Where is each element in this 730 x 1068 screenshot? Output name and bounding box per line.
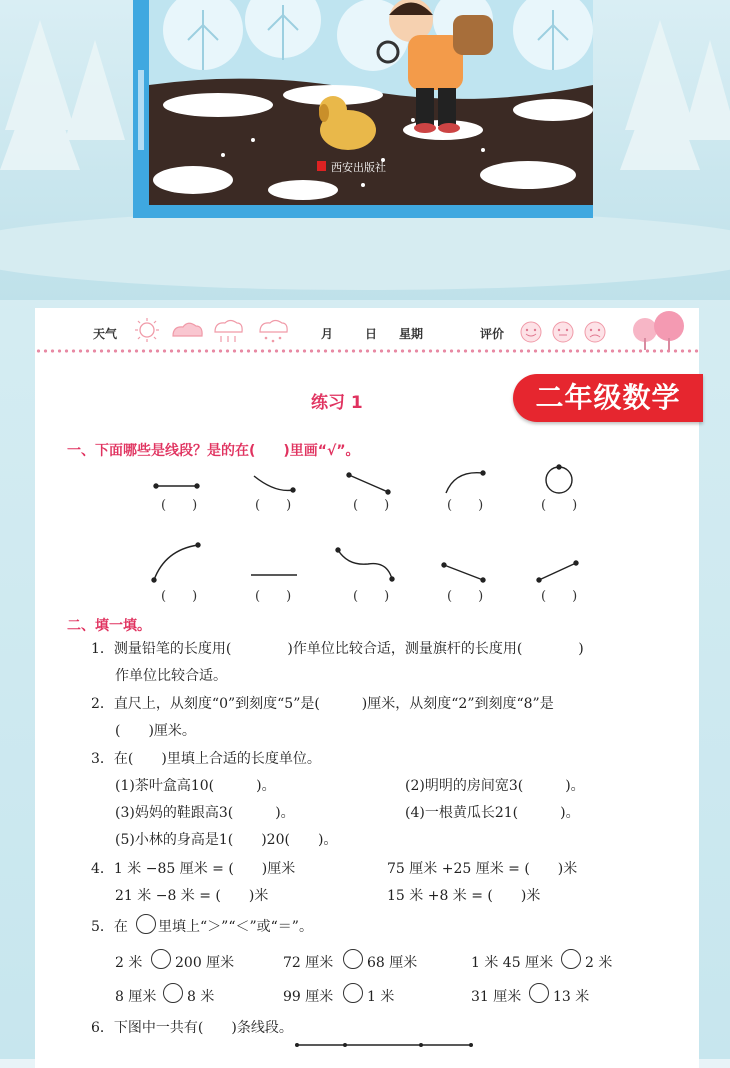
compare-2-circle[interactable] bbox=[343, 949, 363, 969]
compare-2-left: 72 厘米 bbox=[283, 955, 334, 971]
compare-3-circle[interactable] bbox=[561, 949, 581, 969]
figure-1a bbox=[154, 484, 199, 488]
compare-4-right: 8 米 bbox=[187, 989, 215, 1005]
compare-4-circle[interactable] bbox=[163, 983, 183, 1003]
q4-item-3: 21 米 −8 米 = ( )米 bbox=[115, 888, 269, 904]
q6-segment-figure bbox=[35, 1040, 699, 1052]
figure-2d bbox=[442, 563, 485, 582]
rating-faces bbox=[519, 320, 619, 344]
figure-2e bbox=[537, 561, 578, 582]
publisher-name: 西安出版社 bbox=[331, 161, 386, 174]
q3-item-5: (5)小林的身高是1( )20( )。 bbox=[115, 832, 338, 848]
weather-label: 天气 bbox=[93, 327, 118, 341]
compare-1-right: 200 厘米 bbox=[175, 955, 235, 971]
header-divider bbox=[35, 348, 699, 354]
month-label: 月 bbox=[321, 327, 334, 341]
compare-2-right: 68 厘米 bbox=[367, 955, 418, 971]
compare-5-right: 1 米 bbox=[367, 989, 395, 1005]
q6-text: 6．下图中一共有( )条线段。 bbox=[91, 1020, 293, 1036]
answer-blank-2c[interactable]: ( ) bbox=[353, 589, 390, 604]
compare-6-circle[interactable] bbox=[529, 983, 549, 1003]
q5-prefix: 5．在 bbox=[91, 919, 128, 935]
q4-item-2: 75 厘米 +25 厘米 = ( )米 bbox=[387, 861, 578, 877]
answer-blank-2b[interactable]: ( ) bbox=[255, 589, 292, 604]
answer-blank-2d[interactable]: ( ) bbox=[447, 589, 484, 604]
figure-2c bbox=[336, 548, 394, 581]
answer-blank-1c[interactable]: ( ) bbox=[353, 498, 390, 513]
figure-2a bbox=[152, 543, 200, 582]
answer-blank-2e[interactable]: ( ) bbox=[541, 589, 578, 604]
compare-1-circle[interactable] bbox=[151, 949, 171, 969]
pink-trees-icon bbox=[625, 312, 695, 352]
answer-blank-2a[interactable]: ( ) bbox=[161, 589, 198, 604]
q4-item-4: 15 米 +8 米 = ( )米 bbox=[387, 888, 541, 904]
answer-blank-1d[interactable]: ( ) bbox=[447, 498, 484, 513]
compare-5-left: 99 厘米 bbox=[283, 989, 334, 1005]
segment-figures bbox=[35, 458, 699, 598]
compare-1-left: 2 米 bbox=[115, 955, 143, 971]
q3-item-4: (4)一根黄瓜长21( )。 bbox=[405, 805, 580, 821]
answer-blank-1a[interactable]: ( ) bbox=[161, 498, 198, 513]
compare-5-circle[interactable] bbox=[343, 983, 363, 1003]
sad-face-icon bbox=[585, 322, 605, 342]
figure-1e bbox=[546, 465, 572, 493]
answer-blank-1b[interactable]: ( ) bbox=[255, 498, 292, 513]
happy-face-icon bbox=[521, 322, 541, 342]
rain-icon bbox=[215, 321, 242, 343]
q4-item-1: 4．1 米 −85 厘米 = ( )厘米 bbox=[91, 861, 296, 877]
q3-item-3: (3)妈妈的鞋跟高3( )。 bbox=[115, 805, 295, 821]
q3-intro: 3．在( )里填上合适的长度单位。 bbox=[91, 751, 321, 767]
figure-1b bbox=[254, 476, 295, 492]
weather-icons bbox=[133, 318, 263, 346]
q2-line1: 2．直尺上，从刻度“0”到刻度“5”是( )厘米，从刻度“2”到刻度“8”是 bbox=[91, 696, 554, 712]
cloud-icon bbox=[173, 323, 202, 336]
sun-icon bbox=[135, 318, 159, 342]
q5-suffix: 里填上“＞”“＜”或“＝”。 bbox=[158, 919, 313, 935]
compare-3-left: 1 米 45 厘米 bbox=[471, 955, 554, 971]
q1-line2: 作单位比较合适。 bbox=[115, 668, 227, 684]
figure-1d bbox=[446, 471, 485, 493]
section2-heading: 二、填一填。 bbox=[67, 618, 151, 634]
day-label: 日 bbox=[365, 327, 378, 341]
subject-badge: 二年级数学 bbox=[513, 374, 703, 422]
weekday-label: 星期 bbox=[399, 327, 424, 341]
worksheet-header bbox=[35, 308, 699, 354]
rating-label: 评价 bbox=[480, 327, 505, 341]
q5-example-circle bbox=[136, 914, 156, 934]
q3-item-1: (1)茶叶盒高10( )。 bbox=[115, 778, 276, 794]
worksheet-page bbox=[35, 308, 699, 1068]
book-cover-illustration bbox=[133, 0, 593, 218]
q1-line1: 1．测量铅笔的长度用( )作单位比较合适，测量旗杆的长度用( ) bbox=[91, 641, 584, 657]
q2-line2: ( )厘米。 bbox=[115, 723, 196, 739]
exercise-title: 练习 1 bbox=[311, 393, 363, 413]
section1-heading: 一、下面哪些是线段？是的在( )里画“√”。 bbox=[67, 443, 360, 459]
snow-icon bbox=[257, 318, 289, 346]
compare-6-left: 31 厘米 bbox=[471, 989, 522, 1005]
neutral-face-icon bbox=[553, 322, 573, 342]
answer-blank-1e[interactable]: ( ) bbox=[541, 498, 578, 513]
compare-3-right: 2 米 bbox=[585, 955, 613, 971]
compare-4-left: 8 厘米 bbox=[115, 989, 157, 1005]
q3-item-2: (2)明明的房间宽3( )。 bbox=[405, 778, 585, 794]
figure-1c bbox=[347, 473, 390, 494]
compare-6-right: 13 米 bbox=[553, 989, 590, 1005]
